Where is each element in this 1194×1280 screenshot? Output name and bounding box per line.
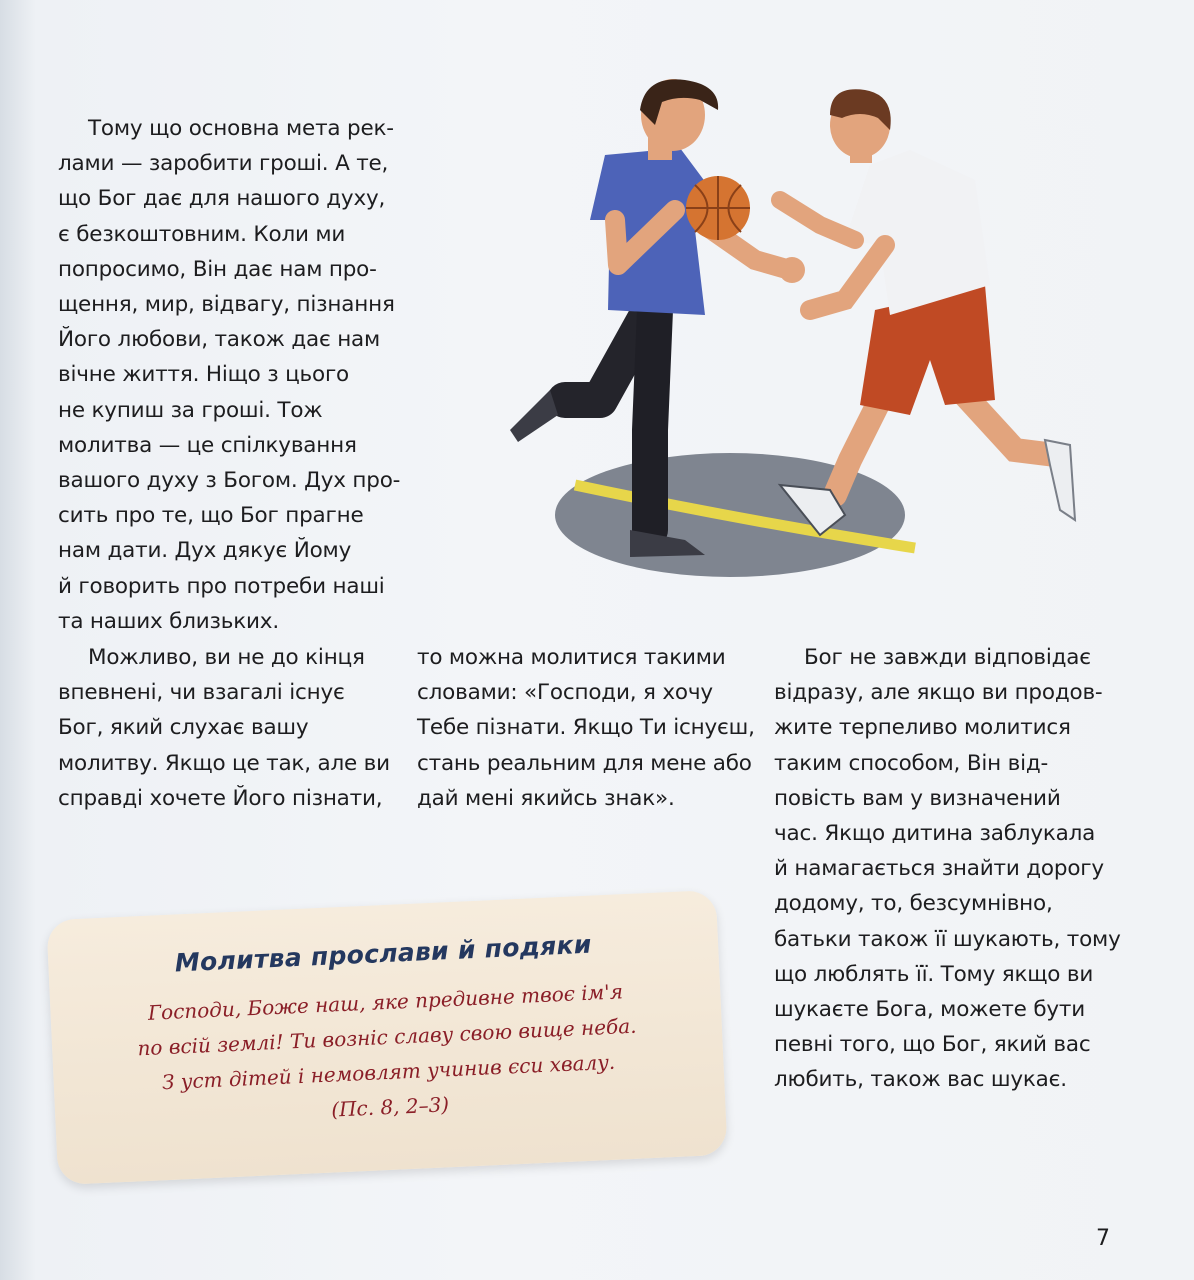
prayer-title: Молитва прослави й подяки: [174, 929, 593, 978]
prayer-line: З уст дітей і немовлят учинив єси хвалу.: [161, 1049, 616, 1095]
paragraph-1: [58, 111, 401, 639]
text-line: Тому що основна мета рек-: [88, 116, 394, 141]
text-line: батьки також її шукають, тому: [774, 926, 1121, 952]
text-line: вашого духу з Богом. Дух про-: [58, 468, 401, 494]
text-line: Можливо, ви не до кінця: [88, 645, 365, 670]
text-line: Бог, який слухає вашу: [58, 715, 309, 741]
text-line: й намагається знайти дорогу: [774, 856, 1104, 882]
text-line: таким способом, Він від-: [774, 750, 1049, 776]
text-line: жите терпеливо молитися: [774, 715, 1071, 741]
text-line: відразу, але якщо ви продов-: [774, 680, 1103, 706]
paragraph-2: [58, 640, 398, 816]
page-number: 7: [1096, 1226, 1110, 1251]
text-line: шукаєте Бога, можете бути: [774, 997, 1086, 1023]
text-line: не купиш за гроші. Тож: [58, 397, 323, 423]
paragraph-3: [774, 640, 1119, 1098]
prayer-text: [50, 970, 726, 1140]
text-line: впевнені, чи взагалі існує: [58, 680, 345, 706]
text-line: Тебе пізнати. Якщо Ти існуєш,: [417, 715, 755, 741]
text-line: щення, мир, відвагу, пізнання: [58, 292, 395, 318]
text-line: Бог не завжди відповідає: [804, 645, 1091, 670]
text-line: певні того, що Бог, який вас: [774, 1032, 1091, 1058]
text-line: справді хочете Його пізнати,: [58, 785, 383, 811]
text-line: є безкоштовним. Коли ми: [58, 221, 346, 247]
text-line: молитва — це спілкування: [58, 432, 357, 458]
text-line: нам дати. Дух дякує Йому: [58, 538, 352, 564]
text-line: то можна молитися такими: [417, 645, 726, 670]
prayer-box: [46, 890, 727, 1185]
text-line: сить про те, що Бог прагне: [58, 503, 364, 529]
text-line: додому, то, безсумнівно,: [774, 891, 1053, 917]
prayer-line: Господи, Боже наш, яке предивне твоє ім'я: [147, 979, 624, 1025]
text-line: дай мені якийсь знак».: [417, 785, 675, 811]
text-line: повість вам у визначений: [774, 785, 1061, 811]
basketball-players-illustration: [490, 70, 1090, 590]
text-line: та наших близьких.: [58, 608, 279, 634]
text-line: й говорить про потреби наші: [58, 573, 385, 599]
text-line: словами: «Господи, я хочу: [417, 680, 713, 706]
text-line: вічне життя. Ніщо з цього: [58, 362, 350, 388]
text-line: що Бог дає для нашого духу,: [58, 186, 386, 212]
text-line: лами — заробити гроші. А те,: [58, 151, 389, 177]
prayer-reference: (Пс. 8, 2–3): [330, 1092, 450, 1122]
basketball: [686, 176, 750, 240]
text-line: стань реальним для мене або: [417, 750, 752, 776]
text-line: молитву. Якщо це так, але ви: [58, 750, 390, 776]
paragraph-2-continued: [417, 640, 757, 816]
text-line: Його любови, також дає нам: [58, 327, 381, 353]
text-line: що люблять її. Тому якщо ви: [774, 961, 1094, 987]
text-line: попросимо, Він дає нам про-: [58, 256, 377, 282]
text-line: час. Якщо дитина заблукала: [774, 821, 1096, 847]
prayer-line: по всій землі! Ти возніс славу свою вище неба.: [136, 1013, 637, 1061]
text-line: любить, також вас шукає.: [774, 1067, 1067, 1093]
